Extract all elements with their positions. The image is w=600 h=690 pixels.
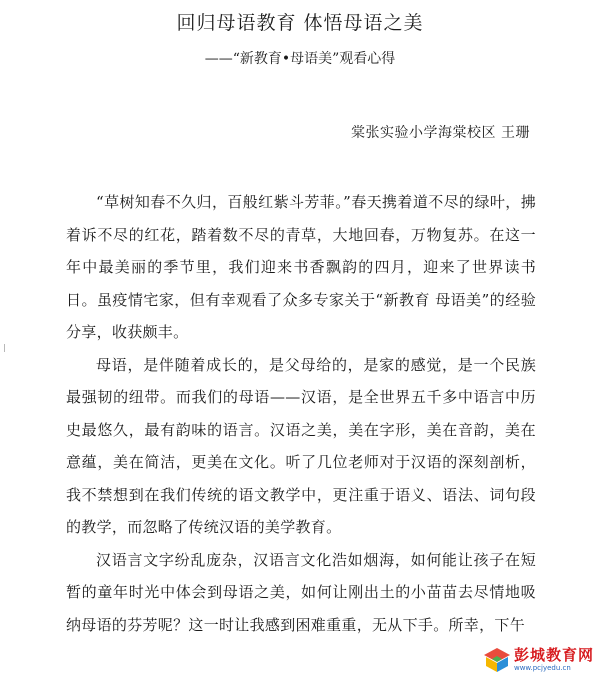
watermark-text: 彭城教育网 (513, 646, 594, 664)
paragraph-2: 母语，是伴随着成长的，是父母给的，是家的感觉，是一个民族最强韧的纽带。而我们的母语——汉语，是全世界五千多中语言中历史最悠久，最有韵味的语言。汉语之美，美在字形，美在音韵，美在意蕴，美在简洁，更美在文化。听了几位老师对于汉语的深刻剖析，我不禁想到在我们传统的语文教学中，更注重于语义、语法、词句段的教学，而忽略了传统汉语的美学教育。 (66, 355, 536, 536)
margin-marker (4, 344, 5, 352)
page-subtitle: ——“新教育•母语美”观看心得 (204, 51, 396, 67)
article-body (66, 186, 536, 641)
author-line: 棠张实验小学海棠校区 王珊 (351, 125, 530, 141)
watermark-url: www.pcjyedu.cn (513, 664, 571, 672)
page-title: 回归母语教育 体悟母语之美 (176, 12, 424, 34)
logo-icon (483, 647, 511, 673)
paragraph-1: “草树知春不久归，百般红紫斗芳菲。”春天携着道不尽的绿叶，拂着诉不尽的红花，踏着数不尽的青草，大地回春，万物复苏。在这一年中最美丽的季节里，我们迎来书香飘韵的四月，迎来了世界读书日。虽疫情宅家，但有幸观看了众多专家关于“新教育 母语美”的经验分享，收获颇丰。 (66, 193, 536, 341)
paragraph-3: 汉语言文字纷乱庞杂，汉语言文化浩如烟海，如何能让孩子在短暂的童年时光中体会到母语之美，如何让刚出土的小苗苗去尽情地吸纳母语的芬芳呢？这一时让我感到困难重重，无从下手。所幸，下午 (66, 550, 536, 634)
site-watermark-logo (483, 642, 594, 678)
